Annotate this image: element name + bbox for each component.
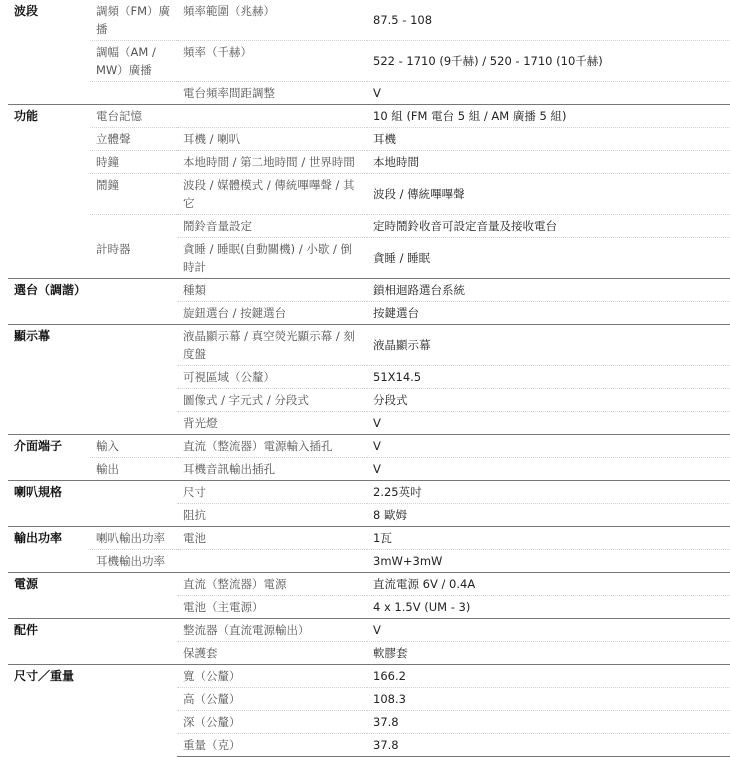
spec-value: V <box>367 619 730 642</box>
spec-row <box>8 41 730 82</box>
spec-value: 軟膠套 <box>367 642 730 665</box>
spec-value: 4 x 1.5V (UM - 3) <box>367 596 730 619</box>
spec-row <box>8 128 730 151</box>
spec-row <box>8 619 730 642</box>
spec-item: 整流器（直流電源輸出） <box>177 619 367 642</box>
spec-value: 2.25英吋 <box>367 481 730 504</box>
spec-category <box>8 389 90 412</box>
spec-item: 深（公釐） <box>177 711 367 734</box>
spec-item: 保護套 <box>177 642 367 665</box>
spec-item: 電台頻率間距調整 <box>177 82 367 105</box>
spec-category <box>8 596 90 619</box>
spec-row <box>8 642 730 665</box>
spec-value: 522 - 1710 (9千赫) / 520 - 1710 (10千赫) <box>367 41 730 82</box>
spec-category <box>8 504 90 527</box>
spec-subcategory <box>90 596 177 619</box>
spec-value: 分段式 <box>367 389 730 412</box>
spec-item: 耳機 / 喇叭 <box>177 128 367 151</box>
spec-subcategory <box>90 642 177 665</box>
spec-row <box>8 325 730 366</box>
spec-item: 液晶顯示幕 / 真空熒光顯示幕 / 刻度盤 <box>177 325 367 366</box>
spec-subcategory: 鬧鐘 <box>90 174 177 215</box>
spec-category <box>8 238 90 279</box>
spec-subcategory <box>90 215 177 238</box>
spec-item: 耳機音訊輸出插孔 <box>177 458 367 481</box>
spec-table-body <box>8 0 730 757</box>
spec-item: 本地時間 / 第二地時間 / 世界時間 <box>177 151 367 174</box>
spec-category <box>8 151 90 174</box>
spec-category <box>8 642 90 665</box>
spec-category <box>8 366 90 389</box>
spec-value: 按鍵選台 <box>367 302 730 325</box>
spec-category: 波段 <box>14 4 39 18</box>
spec-item: 波段 / 媒體模式 / 傳統嗶嗶聲 / 其它 <box>177 174 367 215</box>
spec-item: 種類 <box>177 279 367 302</box>
spec-category <box>8 82 90 105</box>
spec-row <box>8 665 730 688</box>
spec-subcategory <box>90 366 177 389</box>
spec-subcategory <box>90 481 177 504</box>
spec-value: 1瓦 <box>367 527 730 550</box>
spec-value: V <box>367 412 730 435</box>
spec-value: 166.2 <box>367 665 730 688</box>
spec-row <box>8 238 730 279</box>
spec-subcategory <box>90 734 177 757</box>
spec-subcategory: 喇叭輸出功率 <box>90 527 177 550</box>
spec-item: 背光燈 <box>177 412 367 435</box>
spec-row <box>8 215 730 238</box>
spec-value: 8 歐姆 <box>367 504 730 527</box>
spec-row <box>8 596 730 619</box>
spec-subcategory: 輸出 <box>90 458 177 481</box>
spec-item: 直流（整流器）電源 <box>177 573 367 596</box>
spec-value: 液晶顯示幕 <box>367 325 730 366</box>
spec-subcategory: 立體聲 <box>90 128 177 151</box>
spec-subcategory: 耳機輸出功率 <box>90 550 177 573</box>
spec-subcategory: 輸入 <box>90 435 177 458</box>
spec-category: 選台（調諧） <box>8 279 90 302</box>
spec-subcategory <box>90 325 177 366</box>
spec-item: 高（公釐） <box>177 688 367 711</box>
spec-category <box>8 41 90 82</box>
spec-item: 鬧鈴音量設定 <box>177 215 367 238</box>
spec-row <box>8 389 730 412</box>
spec-subcategory <box>90 711 177 734</box>
spec-item: 圖像式 / 字元式 / 分段式 <box>177 389 367 412</box>
spec-row <box>8 302 730 325</box>
spec-row <box>8 458 730 481</box>
spec-category <box>8 302 90 325</box>
spec-subcategory <box>90 302 177 325</box>
spec-value: 耳機 <box>367 128 730 151</box>
spec-item: 可視區域（公釐） <box>177 366 367 389</box>
spec-value: 87.5 - 108 <box>367 0 730 41</box>
spec-subcategory: 調頻（FM）廣播 <box>90 0 177 41</box>
spec-item <box>177 550 367 573</box>
spec-item: 頻率（千赫） <box>177 41 367 82</box>
spec-value: 10 組 (FM 電台 5 組 / AM 廣播 5 組) <box>367 105 730 128</box>
spec-value: 37.8 <box>367 711 730 734</box>
spec-row <box>8 711 730 734</box>
spec-value: 鎖相迴路選台系統 <box>367 279 730 302</box>
spec-row <box>8 550 730 573</box>
spec-row <box>8 734 730 757</box>
spec-subcategory <box>90 665 177 688</box>
spec-category: 顯示幕 <box>8 325 90 366</box>
spec-value: 3mW+3mW <box>367 550 730 573</box>
spec-category: 電源 <box>8 573 90 596</box>
spec-item: 阻抗 <box>177 504 367 527</box>
spec-subcategory <box>90 412 177 435</box>
spec-subcategory <box>90 279 177 302</box>
spec-category <box>8 734 90 757</box>
spec-row <box>8 82 730 105</box>
spec-category: 配件 <box>8 619 90 642</box>
spec-row <box>8 105 730 128</box>
spec-row <box>8 435 730 458</box>
spec-value: 37.8 <box>367 734 730 757</box>
spec-value: 108.3 <box>367 688 730 711</box>
spec-item: 寬（公釐） <box>177 665 367 688</box>
spec-row <box>8 573 730 596</box>
spec-category: 功能 <box>8 105 90 128</box>
spec-subcategory <box>90 504 177 527</box>
spec-category <box>8 550 90 573</box>
spec-item: 直流（整流器）電源輸入插孔 <box>177 435 367 458</box>
spec-subcategory: 調幅（AM / MW）廣播 <box>90 41 177 82</box>
spec-item: 重量（克） <box>177 734 367 757</box>
spec-table <box>8 0 730 757</box>
spec-value: 51X14.5 <box>367 366 730 389</box>
spec-value: 定時鬧鈴收音可設定音量及接收電台 <box>367 215 730 238</box>
spec-category <box>8 688 90 711</box>
spec-subcategory: 計時器 <box>90 238 177 279</box>
spec-row <box>8 412 730 435</box>
spec-category <box>8 215 90 238</box>
spec-item: 電池（主電源） <box>177 596 367 619</box>
spec-subcategory: 電台記憶 <box>90 105 177 128</box>
spec-value: V <box>367 458 730 481</box>
spec-row <box>8 279 730 302</box>
spec-item: 尺寸 <box>177 481 367 504</box>
spec-category <box>8 174 90 215</box>
spec-value: V <box>367 82 730 105</box>
spec-category: 尺寸／重量 <box>8 665 90 688</box>
spec-value: 貪睡 / 睡眠 <box>367 238 730 279</box>
spec-row <box>8 174 730 215</box>
spec-item: 貪睡 / 睡眠(自動關機) / 小歇 / 倒時計 <box>177 238 367 279</box>
spec-row <box>8 481 730 504</box>
spec-row <box>8 151 730 174</box>
spec-category <box>8 711 90 734</box>
spec-category: 喇叭規格 <box>8 481 90 504</box>
spec-category <box>8 128 90 151</box>
spec-row <box>8 0 730 41</box>
spec-value: 直流電源 6V / 0.4A <box>367 573 730 596</box>
spec-row <box>8 688 730 711</box>
spec-item: 電池 <box>177 527 367 550</box>
spec-item: 旋鈕選台 / 按鍵選台 <box>177 302 367 325</box>
spec-value: 本地時間 <box>367 151 730 174</box>
spec-subcategory <box>90 389 177 412</box>
spec-category: 輸出功率 <box>8 527 90 550</box>
spec-category <box>8 412 90 435</box>
spec-subcategory: 時鐘 <box>90 151 177 174</box>
spec-row <box>8 504 730 527</box>
spec-value: 波段 / 傳統嗶嗶聲 <box>367 174 730 215</box>
spec-category <box>8 458 90 481</box>
spec-subcategory <box>90 619 177 642</box>
spec-item: 頻率範圍（兆赫） <box>177 0 367 41</box>
spec-row <box>8 527 730 550</box>
spec-row <box>8 366 730 389</box>
spec-value: V <box>367 435 730 458</box>
spec-subcategory <box>90 688 177 711</box>
spec-category: 介面端子 <box>8 435 90 458</box>
spec-subcategory <box>90 573 177 596</box>
spec-subcategory <box>90 82 177 105</box>
spec-item <box>177 105 367 128</box>
